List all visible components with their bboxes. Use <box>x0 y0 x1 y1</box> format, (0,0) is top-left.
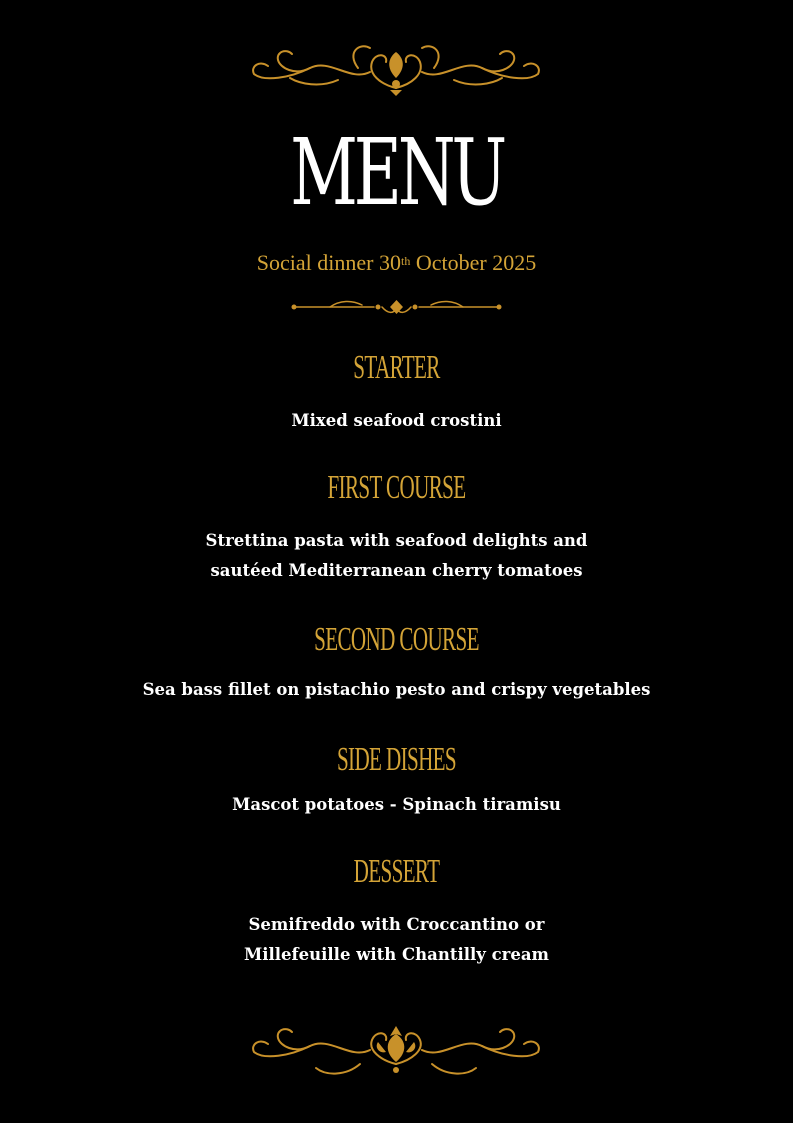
bottom-flourish-icon <box>250 1020 543 1080</box>
subtitle-superscript: th <box>401 254 411 268</box>
menu-title: MENU <box>290 119 503 226</box>
section-title-starter: STARTER <box>353 349 440 386</box>
section-text-starter <box>0 406 793 436</box>
dish-line: Semifreddo with Croccantino or <box>248 915 545 934</box>
section-title-first-course: FIRST COURSE <box>327 469 466 506</box>
section-text-side-dishes <box>0 790 793 820</box>
subtitle-text: Social dinner 30 <box>256 250 401 275</box>
menu-subtitle <box>0 248 793 278</box>
dish-line: Strettina pasta with seafood delights and <box>205 531 588 550</box>
top-flourish-icon <box>250 38 543 98</box>
section-title-second-course: SECOND COURSE <box>314 621 479 658</box>
subtitle-date: October 2025 <box>410 250 537 275</box>
section-title-dessert: DESSERT <box>353 853 440 890</box>
diamond-divider-icon <box>290 292 503 322</box>
dish-line: sautéed Mediterranean cherry tomatoes <box>210 561 583 580</box>
section-text-first-course <box>0 526 793 586</box>
dish-line: Sea bass fillet on pistachio pesto and crispy vegetables <box>142 680 651 699</box>
dish-line: Mixed seafood crostini <box>291 411 502 430</box>
section-title-side-dishes: SIDE DISHES <box>336 741 457 778</box>
dish-line: Millefeuille with Chantilly cream <box>243 945 549 964</box>
section-text-second-course <box>0 675 793 705</box>
dish-line: Mascot potatoes - Spinach tiramisu <box>232 795 561 814</box>
section-text-dessert <box>0 910 793 970</box>
